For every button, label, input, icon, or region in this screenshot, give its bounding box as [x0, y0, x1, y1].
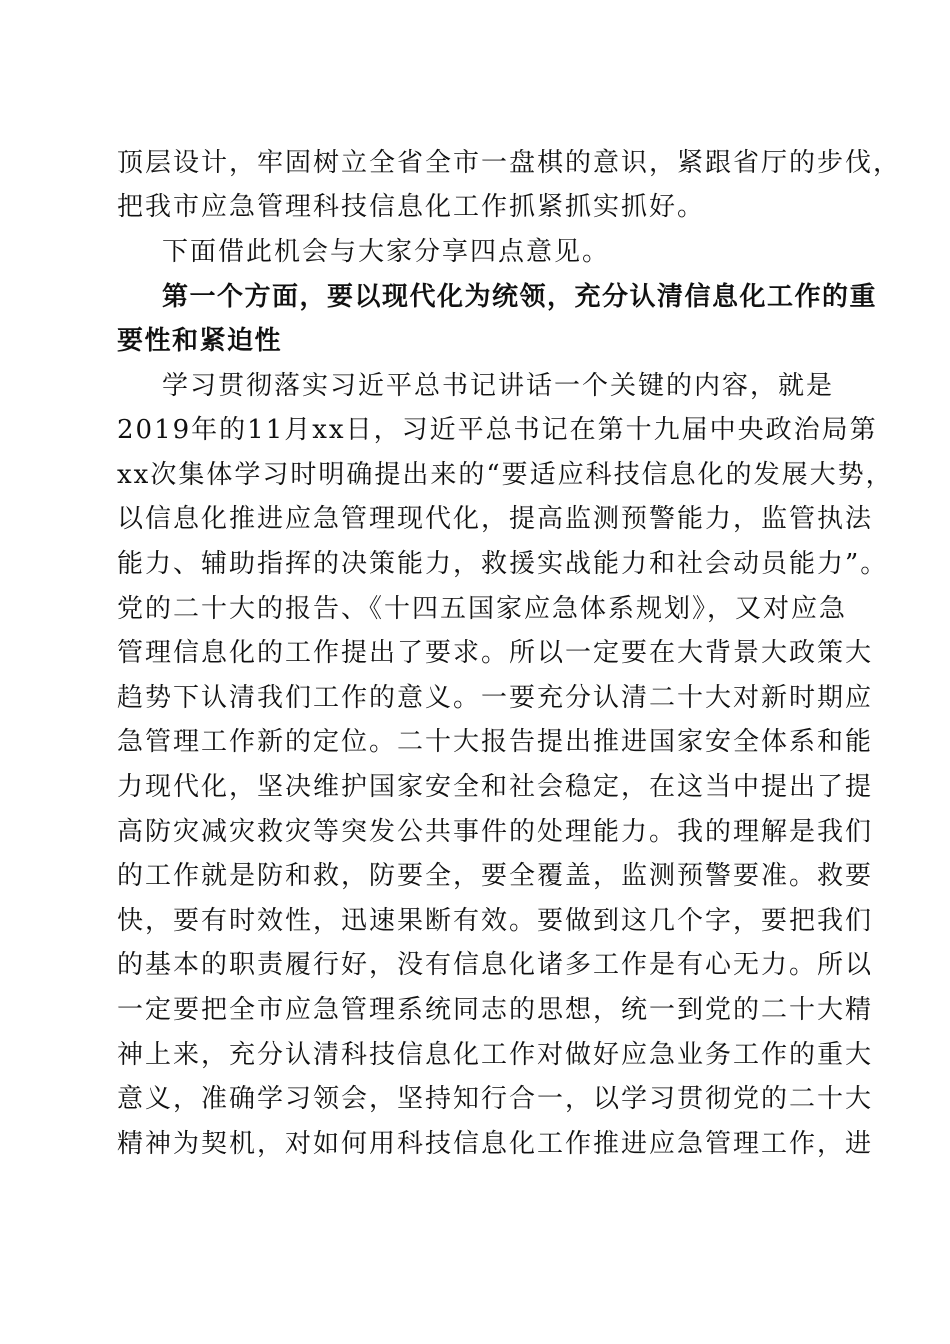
text-line: 力现代化，坚决维护国家安全和社会稳定，在这当中提出了提 [117, 772, 874, 802]
text-line: 能力、辅助指挥的决策能力，救援实战能力和社会动员能力”。 [117, 549, 889, 579]
text-line: xx次集体学习时明确提出来的“要适应科技信息化的发展大势， [117, 460, 894, 490]
text-line: 下面借此机会与大家分享四点意见。 [162, 237, 611, 267]
text-line: 趋势下认清我们工作的意义。一要充分认清二十大对新时期应 [117, 683, 874, 713]
text-line: 精神为契机，对如何用科技信息化工作推进应急管理工作，进 [117, 1129, 874, 1159]
text-line: 2019年的11月xx日，习近平总书记在第十九届中央政治局第 [117, 415, 878, 445]
text-line: 以信息化推进应急管理现代化，提高监测预警能力，监管执法 [117, 504, 874, 534]
text-line: 一定要把全市应急管理系统同志的思想，统一到党的二十大精 [117, 995, 874, 1025]
text-line: 管理信息化的工作提出了要求。所以一定要在大背景大政策大 [117, 638, 874, 668]
text-line: 把我市应急管理科技信息化工作抓紧抓实抓好。 [117, 192, 706, 222]
text-line: 急管理工作新的定位。二十大报告提出推进国家安全体系和能 [117, 727, 874, 757]
text-line: 的基本的职责履行好，没有信息化诸多工作是有心无力。所以 [117, 950, 874, 980]
text-line: 意义，准确学习领会，坚持知行合一，以学习贯彻党的二十大 [117, 1084, 874, 1114]
section-heading-line: 第一个方面，要以现代化为统领，充分认清信息化工作的重 [162, 282, 878, 312]
text-line: 快，要有时效性，迅速果断有效。要做到这几个字，要把我们 [117, 906, 874, 936]
text-line: 的工作就是防和救，防要全，要全覆盖，监测预警要准。救要 [117, 861, 874, 891]
section-heading-line: 要性和紧迫性 [117, 326, 283, 356]
text-line: 神上来，充分认清科技信息化工作对做好应急业务工作的重大 [117, 1040, 874, 1070]
text-line: 学习贯彻落实习近平总书记讲话一个关键的内容，就是 [162, 371, 835, 401]
text-line: 党的二十大的报告、《十四五国家应急体系规划》，又对应急 [117, 594, 848, 624]
text-line: 顶层设计，牢固树立全省全市一盘棋的意识，紧跟省厅的步伐， [117, 148, 902, 178]
text-line: 高防灾减灾救灾等突发公共事件的处理能力。我的理解是我们 [117, 817, 874, 847]
